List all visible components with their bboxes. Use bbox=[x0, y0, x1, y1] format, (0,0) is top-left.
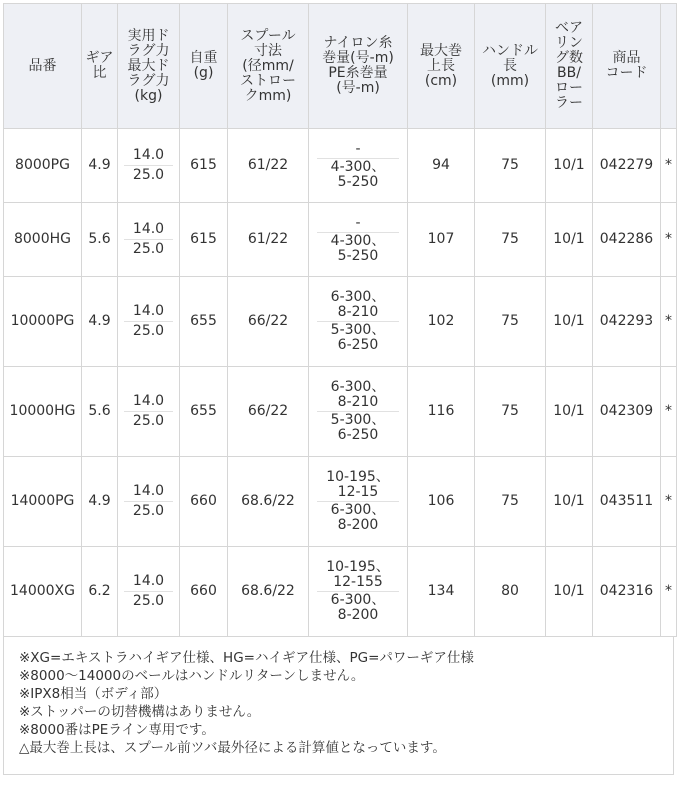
cell-weight: 615 bbox=[180, 129, 228, 203]
cell-weight: 615 bbox=[180, 203, 228, 277]
cell-bearing: 10/1 bbox=[546, 129, 593, 203]
cell-mark: * bbox=[661, 203, 677, 277]
table-row bbox=[4, 129, 677, 203]
cell-handle: 75 bbox=[475, 203, 546, 277]
cell-handle: 80 bbox=[475, 547, 546, 637]
cell-weight: 660 bbox=[180, 547, 228, 637]
cell-mark: * bbox=[661, 367, 677, 457]
cell-spool: 61/22 bbox=[228, 203, 309, 277]
cell-model: 14000PG bbox=[4, 457, 82, 547]
cell-drag: 14.0 25.0 bbox=[118, 547, 180, 637]
cell-handle: 75 bbox=[475, 277, 546, 367]
note-line: ※ストッパーの切替機構はありません。 bbox=[19, 704, 261, 720]
cell-handle: 75 bbox=[475, 129, 546, 203]
cell-retrieve: 94 bbox=[408, 129, 475, 203]
cell-gear: 5.6 bbox=[82, 367, 118, 457]
table-row bbox=[4, 547, 677, 637]
header-spool: スプール 寸法 (径mm/ ストロー クmm) bbox=[228, 4, 309, 129]
header-handle: ハンドル 長 (mm) bbox=[475, 4, 546, 129]
cell-drag: 14.0 25.0 bbox=[118, 277, 180, 367]
notes-box bbox=[3, 637, 674, 775]
cell-mark: * bbox=[661, 457, 677, 547]
cell-code: 042316 bbox=[593, 547, 661, 637]
cell-bearing: 10/1 bbox=[546, 277, 593, 367]
cell-mark: * bbox=[661, 547, 677, 637]
cell-handle: 75 bbox=[475, 367, 546, 457]
cell-model: 10000HG bbox=[4, 367, 82, 457]
cell-code: 042286 bbox=[593, 203, 661, 277]
cell-retrieve: 134 bbox=[408, 547, 475, 637]
header-drag: 実用ド ラグ力 最大ド ラグ力 (kg) bbox=[118, 4, 180, 129]
table-row bbox=[4, 203, 677, 277]
cell-retrieve: 107 bbox=[408, 203, 475, 277]
header-mark bbox=[661, 4, 677, 129]
header-line-capacity: ナイロン糸 巻量(号-m) PE糸巻量 (号-m) bbox=[309, 4, 408, 129]
note-line: ※8000～14000のベールはハンドルリターンしません。 bbox=[19, 668, 365, 684]
cell-gear: 6.2 bbox=[82, 547, 118, 637]
cell-code: 043511 bbox=[593, 457, 661, 547]
cell-spool: 66/22 bbox=[228, 367, 309, 457]
note-line: ※8000番はPEライン専用です。 bbox=[19, 722, 215, 738]
cell-drag: 14.0 25.0 bbox=[118, 457, 180, 547]
cell-code: 042309 bbox=[593, 367, 661, 457]
header-code: 商品 コード bbox=[593, 4, 661, 129]
header-retrieve: 最大巻 上長 (cm) bbox=[408, 4, 475, 129]
cell-bearing: 10/1 bbox=[546, 367, 593, 457]
note-line: ※XG=エキストラハイギア仕様、HG=ハイギア仕様、PG=パワーギア仕様 bbox=[19, 650, 474, 666]
cell-retrieve: 102 bbox=[408, 277, 475, 367]
table-row bbox=[4, 457, 677, 547]
cell-bearing: 10/1 bbox=[546, 203, 593, 277]
cell-spool: 68.6/22 bbox=[228, 547, 309, 637]
header-gear: ギア 比 bbox=[82, 4, 118, 129]
cell-bearing: 10/1 bbox=[546, 547, 593, 637]
table-row bbox=[4, 367, 677, 457]
cell-gear: 5.6 bbox=[82, 203, 118, 277]
cell-bearing: 10/1 bbox=[546, 457, 593, 547]
cell-drag: 14.0 25.0 bbox=[118, 129, 180, 203]
note-line: ※IPX8相当（ボディ部） bbox=[19, 686, 168, 702]
cell-model: 8000PG bbox=[4, 129, 82, 203]
header-model: 品番 bbox=[4, 4, 82, 129]
table-row bbox=[4, 277, 677, 367]
cell-gear: 4.9 bbox=[82, 457, 118, 547]
cell-retrieve: 106 bbox=[408, 457, 475, 547]
cell-line-capacity: - 4-300、 5-250 bbox=[309, 203, 408, 277]
cell-model: 8000HG bbox=[4, 203, 82, 277]
cell-line-capacity: 10-195、 12-155 6-300、 8-200 bbox=[309, 547, 408, 637]
cell-handle: 75 bbox=[475, 457, 546, 547]
header-weight: 自重 (g) bbox=[180, 4, 228, 129]
cell-weight: 660 bbox=[180, 457, 228, 547]
note-line: △最大巻上長は、スプール前ツバ最外径による計算値となっています。 bbox=[19, 740, 446, 756]
cell-drag: 14.0 25.0 bbox=[118, 367, 180, 457]
spec-table-container bbox=[3, 3, 676, 775]
cell-line-capacity: 6-300、 8-210 5-300、 6-250 bbox=[309, 367, 408, 457]
cell-weight: 655 bbox=[180, 277, 228, 367]
cell-spool: 68.6/22 bbox=[228, 457, 309, 547]
cell-drag: 14.0 25.0 bbox=[118, 203, 180, 277]
cell-retrieve: 116 bbox=[408, 367, 475, 457]
cell-model: 10000PG bbox=[4, 277, 82, 367]
cell-mark: * bbox=[661, 129, 677, 203]
cell-code: 042293 bbox=[593, 277, 661, 367]
cell-line-capacity: - 4-300、 5-250 bbox=[309, 129, 408, 203]
cell-line-capacity: 10-195、 12-15 6-300、 8-200 bbox=[309, 457, 408, 547]
spec-table bbox=[3, 3, 677, 637]
cell-spool: 66/22 bbox=[228, 277, 309, 367]
cell-code: 042279 bbox=[593, 129, 661, 203]
cell-model: 14000XG bbox=[4, 547, 82, 637]
cell-line-capacity: 6-300、 8-210 5-300、 6-250 bbox=[309, 277, 408, 367]
cell-spool: 61/22 bbox=[228, 129, 309, 203]
cell-weight: 655 bbox=[180, 367, 228, 457]
header-row bbox=[4, 4, 677, 129]
cell-gear: 4.9 bbox=[82, 277, 118, 367]
header-bearing: ベア リン グ数 BB/ ロー ラー bbox=[546, 4, 593, 129]
cell-mark: * bbox=[661, 277, 677, 367]
cell-gear: 4.9 bbox=[82, 129, 118, 203]
